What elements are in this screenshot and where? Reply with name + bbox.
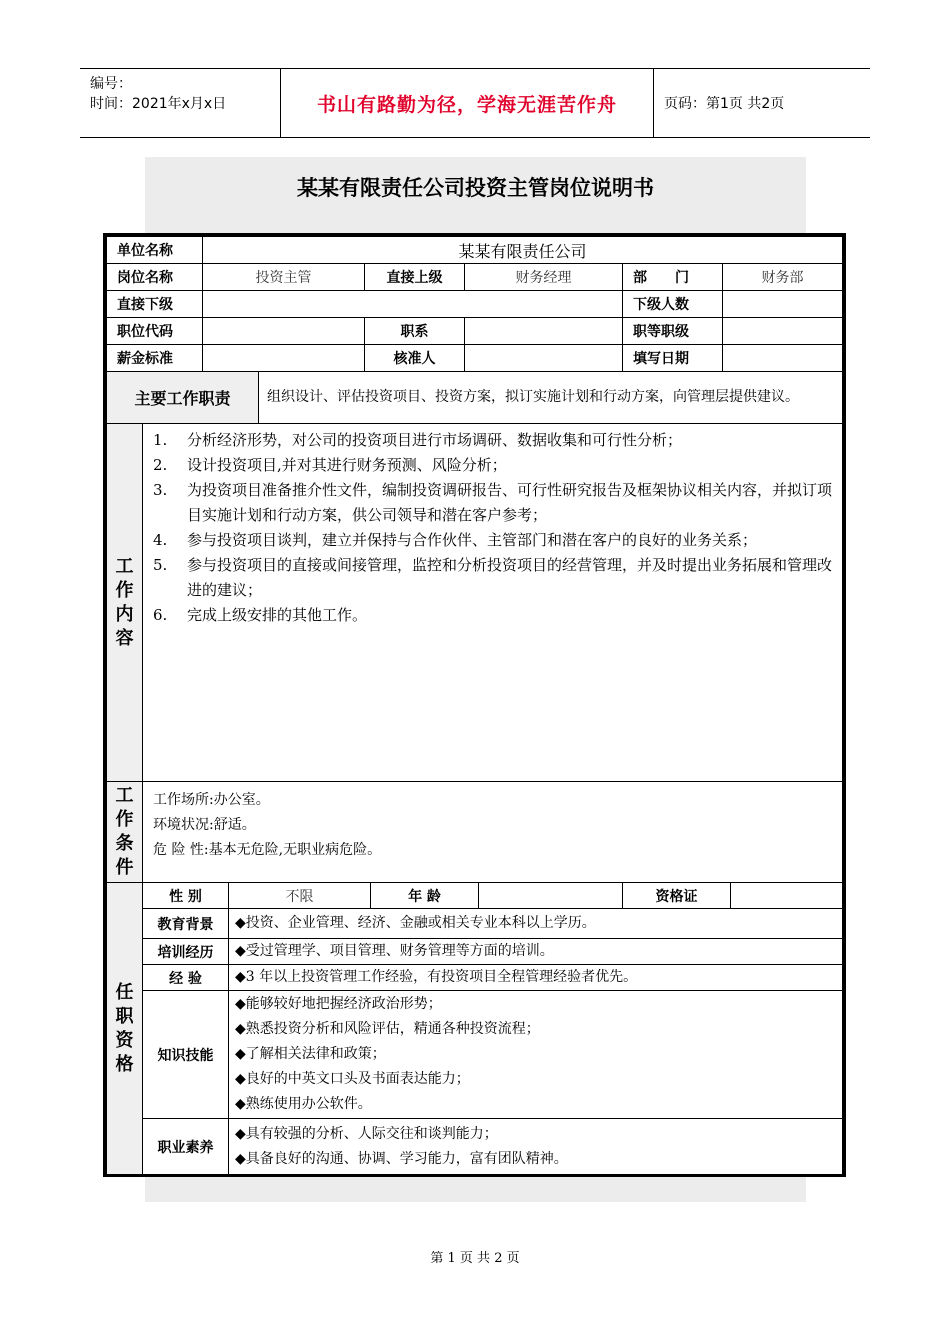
- approver-value: [465, 345, 623, 372]
- list-item: 3. 为投资项目准备推介性文件，编制投资调研报告、可行性研究报告及框架协议相关内容，并拟订项目实施计划和行动方案，供公司领导和潜在客户参考；: [153, 481, 833, 524]
- conditions-label: 工作条件: [115, 785, 134, 878]
- post-label: 岗位名称: [107, 264, 203, 291]
- document-title: 某某有限责任公司投资主管岗位说明书: [297, 176, 654, 200]
- code-label: 职位代码: [107, 318, 203, 345]
- subordinate-count-label: 下级人数: [623, 291, 723, 318]
- training-value: ◆受过管理学、项目管理、财务管理等方面的培训。: [229, 939, 843, 965]
- quality-item: ◆具备良好的沟通、协调、学习能力，富有团队精神。: [235, 1150, 568, 1167]
- age-value: [479, 883, 623, 909]
- condition-line: 环境状况:舒适。: [153, 817, 256, 833]
- work-content-cell: [143, 424, 843, 782]
- quality-value: [229, 1119, 843, 1175]
- quality-item: ◆具有较强的分析、人际交往和谈判能力；: [235, 1125, 498, 1142]
- list-item: 1. 分析经济形势，对公司的投资项目进行市场调研、数据收集和可行性分析；: [153, 431, 683, 449]
- date-line: 时间：2021年x月x日: [90, 96, 227, 112]
- skill-item: ◆了解相关法律和政策；: [235, 1046, 386, 1062]
- skill-item: ◆良好的中英文口头及书面表达能力；: [235, 1071, 470, 1087]
- cert-label: 资格证: [623, 883, 731, 909]
- approver-label: 核准人: [365, 345, 465, 372]
- education-label: 教育背景: [143, 909, 229, 939]
- skills-label: 知识技能: [143, 991, 229, 1119]
- education-value: ◆投资、企业管理、经济、金融或相关专业本科以上学历。: [229, 909, 843, 939]
- experience-value: ◆3 年以上投资管理工作经验，有投资项目全程管理经验者优先。: [229, 965, 843, 991]
- skills-value: [229, 991, 843, 1119]
- page-header: [80, 68, 870, 138]
- grade-label: 职等职级: [623, 318, 723, 345]
- skill-item: ◆能够较好地把握经济政治形势；: [235, 996, 442, 1012]
- experience-label: 经 验: [143, 965, 229, 991]
- superior-label: 直接上级: [365, 264, 465, 291]
- grade-value: [723, 318, 843, 345]
- gender-label: 性 别: [143, 883, 229, 909]
- gender-value: 不限: [229, 883, 371, 909]
- qualification-label: 任职资格: [115, 981, 134, 1075]
- unit-value: 某某有限责任公司: [203, 237, 843, 264]
- main-duty-table: [106, 371, 843, 424]
- work-content-label-cell: [107, 424, 143, 782]
- list-item: 5. 参与投资项目的直接或间接管理，监控和分析投资项目的经营管理，并及时提出业务拓展和管理改进的建议；: [153, 556, 833, 599]
- header-motto-cell: [281, 69, 654, 137]
- skill-item: ◆熟练使用办公软件。: [235, 1096, 372, 1112]
- code-value: [203, 318, 365, 345]
- list-item: 4. 参与投资项目谈判，建立并保持与合作伙伴、主管部门和潜在客户的良好的业务关系；: [153, 531, 758, 549]
- details-table: [106, 423, 843, 1175]
- subordinate-label: 直接下级: [107, 291, 203, 318]
- unit-label: 单位名称: [107, 237, 203, 264]
- fill-date-label: 填写日期: [623, 345, 723, 372]
- superior-value: 财务经理: [465, 264, 623, 291]
- condition-line: 工作场所:办公室。: [153, 792, 270, 808]
- subordinate-value: [203, 291, 623, 318]
- page-info: 页码：第1页 共2页: [664, 96, 785, 112]
- basic-info-table: [106, 236, 843, 372]
- quality-label: 职业素养: [143, 1119, 229, 1175]
- condition-line: 危 险 性:基本无危险,无职业病危险。: [153, 842, 382, 858]
- motto: 书山有路勤为径，学海无涯苦作舟: [316, 93, 617, 116]
- conditions-label-cell: [107, 782, 143, 883]
- age-label: 年 龄: [371, 883, 479, 909]
- work-content-label: 工作内容: [115, 555, 134, 649]
- dept-value: 财务部: [723, 264, 843, 291]
- conditions-cell: [143, 782, 843, 883]
- main-duty-text: 组织设计、评估投资项目、投资方案，拟订实施计划和行动方案，向管理层提供建议。: [259, 372, 843, 424]
- cert-value: [731, 883, 843, 909]
- subordinate-count-value: [723, 291, 843, 318]
- salary-label: 薪金标准: [107, 345, 203, 372]
- job-description-form: [103, 233, 846, 1177]
- header-meta: [80, 69, 281, 137]
- task-list: [143, 428, 842, 628]
- training-label: 培训经历: [143, 939, 229, 965]
- series-label: 职系: [365, 318, 465, 345]
- post-value: 投资主管: [203, 264, 365, 291]
- qualification-label-cell: [107, 883, 143, 1175]
- main-duty-label: 主要工作职责: [107, 372, 259, 424]
- list-item: 2. 设计投资项目,并对其进行财务预测、风险分析；: [153, 456, 507, 474]
- salary-value: [203, 345, 365, 372]
- page-footer: 第 1 页 共 2 页: [430, 1251, 520, 1266]
- skill-item: ◆熟悉投资分析和风险评估，精通各种投资流程；: [235, 1021, 540, 1037]
- number-label: 编号：: [90, 76, 132, 92]
- fill-date-value: [723, 345, 843, 372]
- dept-label: 部 门: [623, 264, 723, 291]
- series-value: [465, 318, 623, 345]
- list-item: 6. 完成上级安排的其他工作。: [153, 606, 368, 624]
